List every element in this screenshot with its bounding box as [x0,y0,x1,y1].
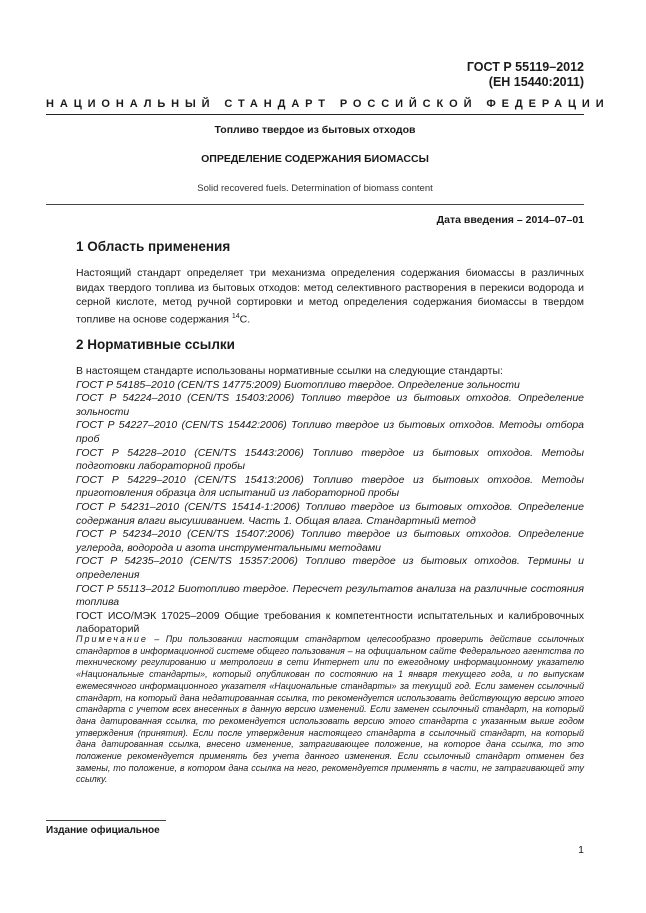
reference-item: ГОСТ Р 54235–2010 (CEN/TS 15357:2006) Топливо твердое из бытовых отходов. Термины и определения [76,555,584,581]
document-subject: Топливо твердое из бытовых отходов [214,124,416,136]
reference-item: ГОСТ Р 55113–2012 Биотопливо твердое. Пересчет результатов анализа на различные состояния топлива [76,582,584,609]
national-standard-banner [46,98,610,115]
standard-number: ГОСТ Р 55119–2012 [466,60,584,74]
normative-references-list [76,365,584,637]
reference-item: ГОСТ ИСО/МЭК 17025–2009 Общие требования к компетентности испытательных и калибровочных лабораторий [76,609,584,636]
official-edition-label: Издание официальное [46,825,160,836]
scope-text: Настоящий стандарт определяет три механизма определения содержания биомассы в различных видах твердого топлива из бытовых отходов: метод селективного растворения в перекиси водорода и серной кислоте, метод ручной сортировки и метод определения содержания биомассы в твердом топливе на основе содержания [76,267,584,325]
reference-item: ГОСТ Р 54227–2010 (CEN/TS 15442:2006) Топливо твердое из бытовых отходов. Методы отбора проб [76,419,584,445]
references-intro: В настоящем стандарте использованы нормативные ссылки на следующие стандарты: [76,365,503,377]
national-standard-title: НАЦИОНАЛЬНЫЙ СТАНДАРТ РОССИЙСКОЙ ФЕДЕРАЦИИ [46,98,610,110]
footer-divider [46,820,166,821]
isotope-superscript: 14 [231,312,240,320]
reference-item: ГОСТ Р 54228–2010 (CEN/TS 15443:2006) Топливо твердое из бытовых отходов. Методы подготовки лабораторной пробы [76,446,584,473]
scope-paragraph [76,266,584,327]
note-label: Примечание [76,634,148,644]
reference-item: ГОСТ Р 54231–2010 (CEN/TS 15414-1:2006) Топливо твердое из бытовых отходов. Определение содержания влаги высушиванием. Часть 1. Общая влага. Стандартный метод [76,500,584,527]
document-title-english: Solid recovered fuels. Determination of biomass content [197,183,433,194]
section-heading-references: 2 Нормативные ссылки [76,337,235,352]
scope-text-tail: С. [239,313,251,325]
note-text: – При пользовании настоящим стандартом целесообразно проверить действие ссылочных стандартов в информационной системе общего пользования – на официальном сайте Федерального агентства по техническому регулированию и метрологии в сети Интернет или по ежегодному информационному указателю «Национальные стандарты», который опубликован по состоянию на 1 января текущего года, и по выпускам ежемесячного информационного указателя «Национальные стандарты» за текущий год. Если заменен ссылочный стандарт, на который дана недатированная ссылка, то рекомендуется использовать действующую версию этого стандарта с учетом всех внесенных в данную версию изменений. Если заменен ссылочный стандарт, на который дана датированная ссылка, то рекомендуется использовать версию этого стандарта с указанным выше годом утверждения (принятия). Если после утверждения настоящего стандарта в ссылочный стандарт, на который дана датированная ссылка, внесено изменение, затрагивающее положение, на которое дана ссылка, то это положение рекомендуется применять без учета данного изменения. Если ссылочный стандарт отменен без замены, то положение, в котором дана ссылка на него, рекомендуется применять в части, не затрагивающей эту ссылку. [76,634,584,785]
page-number: 1 [578,844,584,856]
reference-item: ГОСТ Р 54234–2010 (CEN/TS 15407:2006) Топливо твердое из бытовых отходов. Определение углерода, водорода и азота инструментальными методами [76,528,584,554]
section-heading-scope: 1 Область применения [76,239,231,254]
standard-en-equivalent: (ЕН 15440:2011) [488,75,584,89]
reference-item: ГОСТ Р 54224–2010 (CEN/TS 15403:2006) Топливо твердое из бытовых отходов. Определение зольности [76,392,584,418]
standard-code-block [467,60,584,90]
references-note [76,634,584,786]
reference-item: ГОСТ Р 54185–2010 (CEN/TS 14775:2009) Биотопливо твердое. Определение зольности [76,378,520,391]
reference-item: ГОСТ Р 54229–2010 (CEN/TS 15413:2006) Топливо твердое из бытовых отходов. Методы приготовления образца для испытаний из лабораторной пробы [76,473,584,500]
effective-date: Дата введения – 2014–07–01 [46,204,584,226]
document-title: ОПРЕДЕЛЕНИЕ СОДЕРЖАНИЯ БИОМАССЫ [201,153,429,165]
